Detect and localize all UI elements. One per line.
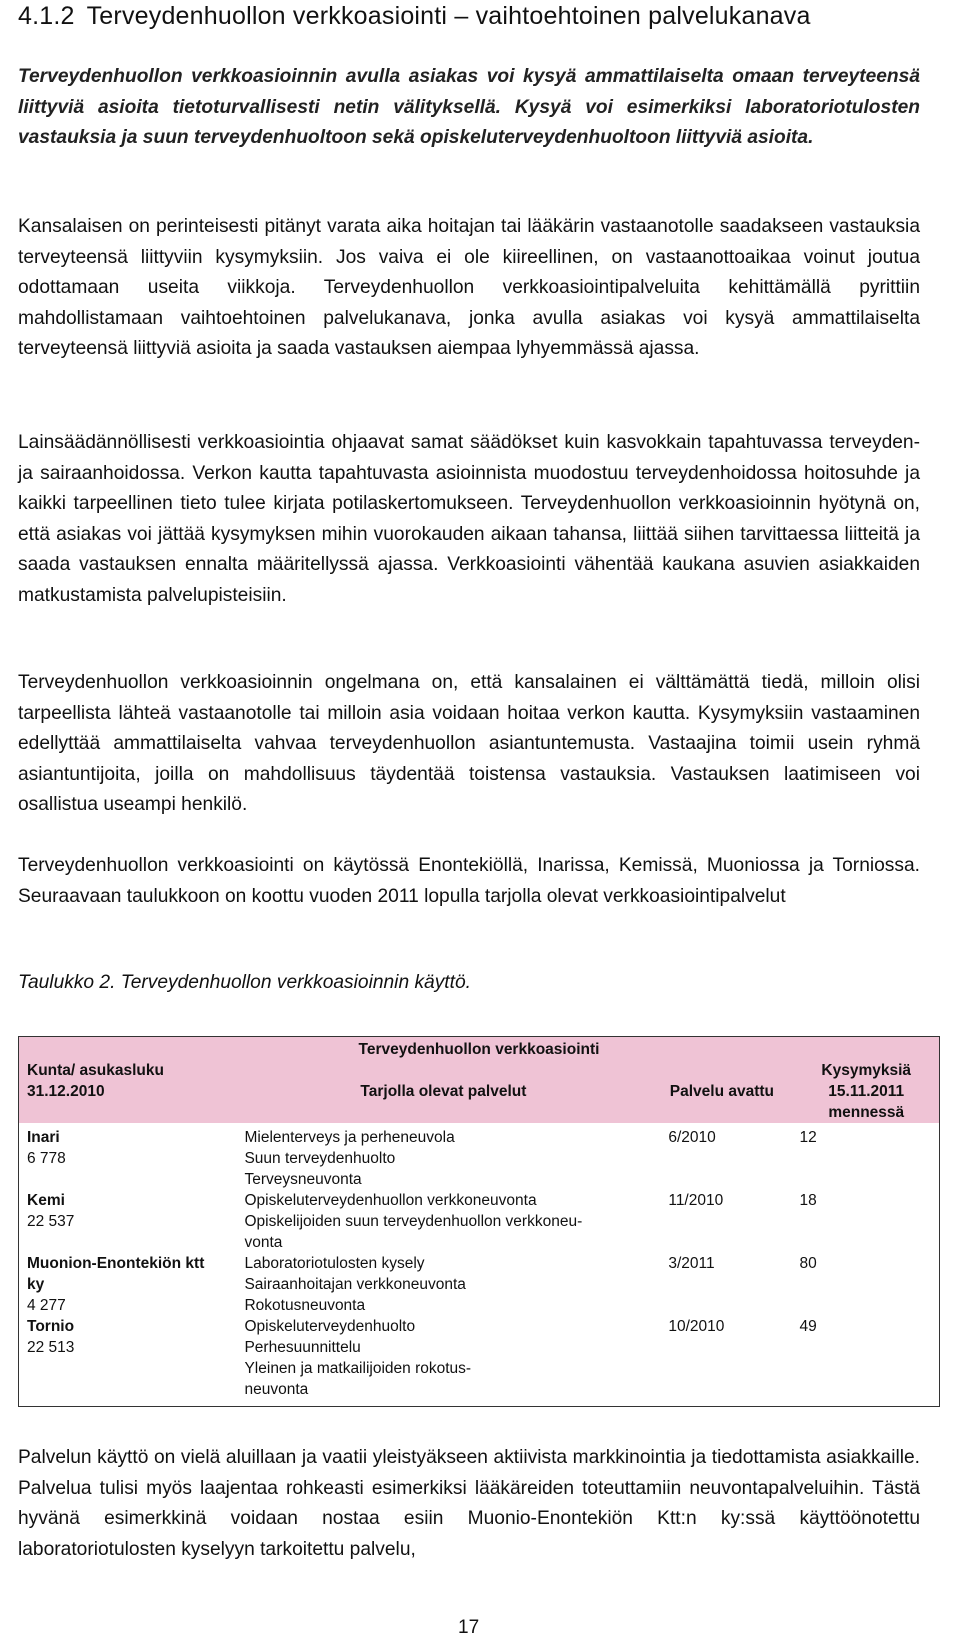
header-opened	[650, 1060, 793, 1123]
kunta-population: 22 537	[27, 1213, 75, 1230]
cell-opened: 11/2010	[668, 1192, 724, 1209]
table-row	[19, 1253, 940, 1316]
kunta-population: 4 277	[27, 1297, 66, 1314]
cell-services	[236, 1190, 650, 1253]
section-heading	[18, 2, 811, 31]
section-title: Terveydenhuollon verkkoasiointi – vaihtoehtoinen palvelukanava	[86, 2, 811, 30]
service-item: Sairaanhoitajan verkkoneuvonta	[244, 1276, 466, 1293]
service-item: Rokotusneuvonta	[244, 1297, 366, 1314]
service-item: vonta	[244, 1234, 283, 1251]
cell-questions: 80	[793, 1253, 939, 1316]
body-paragraph-4: Terveydenhuollon verkkoasiointi on käytössä Enontekiöllä, Inarissa, Kemissä, Muoniossa ja Torniossa. Seuraavaan taulukkoon on koottu vuoden 2011 lopulla tarjolla olevat verkkoasiointipalvelut	[18, 855, 920, 907]
service-item: Perhesuunnittelu	[244, 1339, 361, 1356]
service-item: Laboratoriotulosten kysely	[244, 1255, 425, 1272]
table-row	[19, 1190, 940, 1253]
body-paragraph-5: Palvelun käyttö on vielä aluillaan ja vaatii yleistyäkseen aktiivista markkinointia ja tiedottamista asiakkaille. Palvelua tulisi myös laajentaa rohkeasti esimerkiksi lääkäreiden toteuttamiin neuvontapalveluihin. Tästä hyvänä esimerkkinä voidaan nostaa esiin Muonio-Enontekiön Ktt:n ky:ssä käyttöönotettu laboratoriotulosten kyselyyn tarkoitettu palvelu,	[18, 1447, 920, 1560]
header-opened-line: avattu	[728, 1083, 775, 1100]
cell-kunta	[19, 1190, 237, 1253]
cell-kunta	[19, 1253, 237, 1316]
cell-questions: 18	[793, 1190, 939, 1253]
header-kunta-line: Kunta/	[27, 1062, 76, 1079]
kunta-name: Tornio	[27, 1318, 75, 1335]
service-item: neuvonta	[244, 1381, 309, 1398]
body-paragraph-1: Kansalaisen on perinteisesti pitänyt varata aika hoitajan tai lääkärin vastaanotolle saadakseen vastauksia terveyteensä liittyviin kysymyksiin. Jos vaiva ei ole kiireellinen, on vastaanottoaikaa voinut joutua odottamaan useita viikkoja. Terveydenhuollon verkkoasiointipalveluita kehittämällä pyrittiin mahdollistamaan vaihtoehtoinen palvelukanava, jonka avulla asiakas voi kysyä ammattilaiselta terveyteensä liittyviä asioita ja saada vastauksen aiempaa lyhyemmässä ajassa.	[18, 216, 920, 359]
table-group-header: Terveydenhuollon verkkoasiointi	[19, 1037, 940, 1061]
table-caption: Taulukko 2. Terveydenhuollon verkkoasioinnin käyttö.	[18, 972, 471, 993]
cell-opened: 3/2011	[668, 1255, 715, 1272]
section-number: 4.1.2	[18, 2, 75, 30]
cell-kunta	[19, 1316, 237, 1407]
intro-paragraph: Terveydenhuollon verkkoasioinnin avulla asiakas voi kysyä ammattilaiselta omaan terveyteensä liittyviä asioita tietoturvallisesti netin välityksellä. Kysyä voi esimerkiksi laboratoriotulosten vastauksia ja suun terveydenhuoltoon sekä opiskeluterveydenhuoltoon liittyviä asioita.	[18, 66, 920, 148]
header-questions-line: mennessä	[828, 1104, 905, 1121]
body-paragraph-2: Lainsäädännöllisesti verkkoasiointia ohjaavat samat säädökset kuin kasvokkain tapahtuvassa terveyden- ja sairaanhoidossa. Verkon kautta tapahtuvasta asioinnista muodostuu terveydenhoidossa hoitosuhde ja kaikki tarpeellinen tieto tulee kirjata potilaskertomukseen. Terveydenhuollon verkkoasioinnin hyötynä on, että asiakas voi jättää kysymyksen mihin vuorokauden aikaan tahansa, liittää siihen tarvittaessa liitteitä ja saada vastauksen ennalta määritellyssä ajassa. Verkkoasiointi vähentää kaukana asuvien asiakkaiden matkustamista palvelupisteisiin.	[18, 432, 920, 606]
header-questions-line: 15.11.2011	[828, 1083, 905, 1100]
header-services: Tarjolla olevat palvelut	[236, 1060, 650, 1123]
header-questions-line: Kysymyksiä	[821, 1062, 912, 1079]
header-kunta	[19, 1060, 237, 1123]
table-row	[19, 1316, 940, 1407]
page-number: 17	[458, 1617, 480, 1638]
cell-kunta	[19, 1123, 237, 1190]
kunta-name: Inari	[27, 1129, 60, 1146]
service-item: Mielenterveys ja perheneuvola	[244, 1129, 455, 1146]
kunta-name: Kemi	[27, 1192, 65, 1209]
cell-questions: 49	[793, 1316, 939, 1407]
body-paragraph-3: Terveydenhuollon verkkoasioinnin ongelmana on, että kansalainen ei välttämättä tiedä, milloin olisi tarpeellista lähteä vastaanotolle tai milloin asia voidaan hoitaa verkon kautta. Kysymyksiin vastaaminen edellyttää ammattilaiselta vahvaa terveydenhuollon asiantuntemusta. Vastaajina toimii usein ryhmä asiantuntijoita, joilla on mahdollisuus täydentää toistensa vastauksia. Vastauksen laatimiseen voi osallistua useampi henkilö.	[18, 672, 920, 815]
usage-table	[18, 1036, 940, 1407]
cell-services	[236, 1123, 650, 1190]
table-row	[19, 1123, 940, 1190]
service-item: Opiskeluterveydenhuollon verkkoneuvonta	[244, 1192, 537, 1209]
service-item: Yleinen ja matkailijoiden rokotus-	[244, 1360, 472, 1377]
service-item: Terveysneuvonta	[244, 1171, 362, 1188]
kunta-population: 22 513	[27, 1339, 75, 1356]
header-kunta-line: 31.12.2010	[27, 1083, 105, 1100]
service-item: Opiskeluterveydenhuolto	[244, 1318, 416, 1335]
header-questions	[793, 1060, 939, 1123]
cell-questions: 12	[793, 1123, 939, 1190]
kunta-name: Muonion-Enontekiön ktt ky	[27, 1255, 205, 1293]
header-kunta-line: asukasluku	[79, 1062, 164, 1079]
service-item: Suun terveydenhuolto	[244, 1150, 396, 1167]
cell-services	[236, 1316, 650, 1407]
cell-opened: 6/2010	[668, 1129, 716, 1146]
kunta-population: 6 778	[27, 1150, 66, 1167]
cell-opened: 10/2010	[650, 1316, 793, 1407]
service-item: Opiskelijoiden suun terveydenhuollon verkkoneu-	[244, 1213, 583, 1230]
cell-services	[236, 1253, 650, 1316]
header-opened-line: Palvelu	[669, 1083, 725, 1100]
